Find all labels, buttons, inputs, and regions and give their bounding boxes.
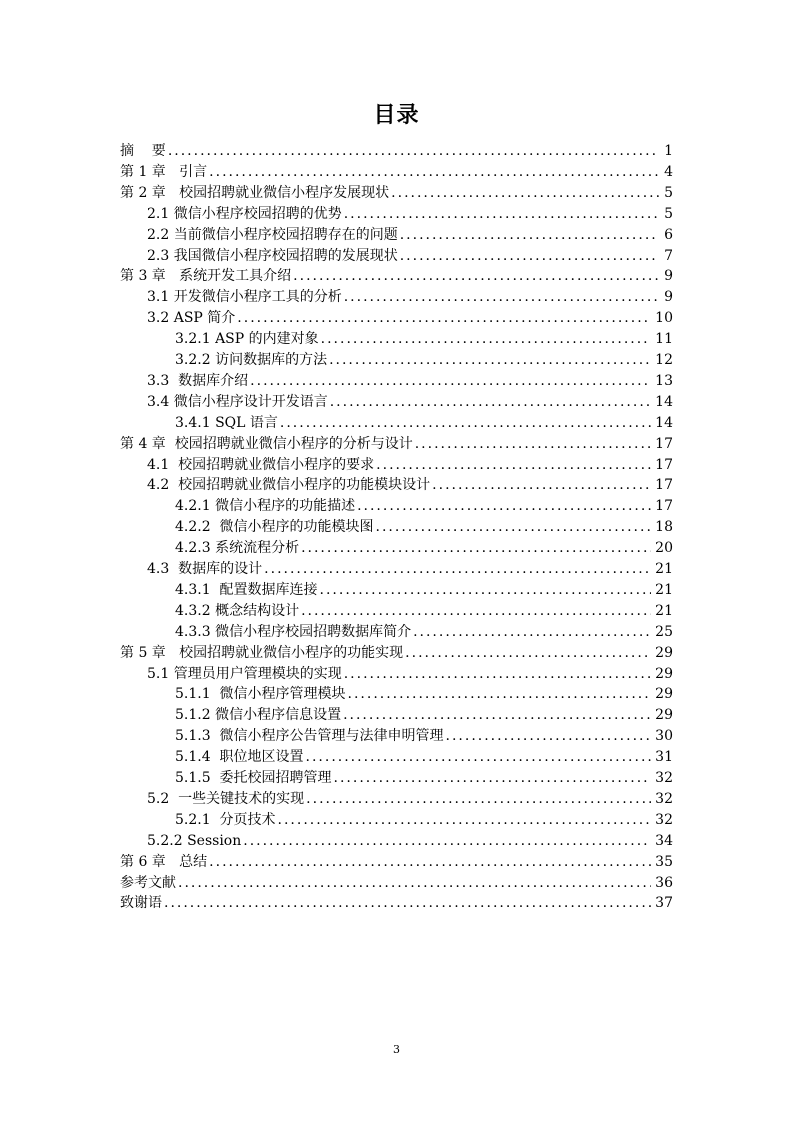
toc-entry[interactable] (147, 663, 673, 684)
toc-leader-dots (405, 643, 651, 663)
toc-entry[interactable] (120, 851, 673, 872)
toc-entry[interactable] (147, 203, 673, 224)
toc-entry-page: 30 (655, 728, 673, 745)
toc-entry[interactable] (147, 474, 673, 495)
toc-leader-dots (321, 329, 652, 349)
toc-entry-label: 4.2 校园招聘就业微信小程序的功能模块设计 (147, 477, 431, 494)
toc-entry[interactable] (175, 328, 673, 349)
toc-entry[interactable] (147, 830, 673, 851)
toc-leader-dots (413, 622, 651, 642)
toc-entry-label: 5.1 管理员用户管理模块的实现 (147, 665, 342, 682)
toc-title: 目录 (373, 103, 420, 128)
toc-leader-dots (301, 601, 651, 621)
toc-entry[interactable] (120, 182, 673, 203)
toc-leader-dots (209, 162, 659, 182)
toc-entry-label: 2.3 我国微信小程序校园招聘的发展现状 (147, 247, 398, 264)
toc-entry-page: 37 (655, 895, 673, 912)
toc-entry-label: 5.1.1 微信小程序管理模块 (175, 686, 346, 703)
toc-entry-page: 5 (664, 184, 673, 201)
toc-entry-label: 摘 要 (120, 143, 166, 159)
toc-entry-label: 第 2 章 校园招聘就业微信小程序发展现状 (120, 184, 390, 201)
toc-entry[interactable] (175, 704, 673, 725)
toc-leader-dots (334, 768, 652, 788)
toc-entry-page: 29 (655, 665, 673, 682)
toc-leader-dots (415, 434, 651, 454)
toc-entry-label: 3.1 开发微信小程序工具的分析 (147, 289, 342, 306)
toc-entry[interactable] (175, 621, 673, 642)
toc-leader-dots (432, 475, 651, 495)
toc-entry-page: 7 (664, 247, 673, 264)
toc-entry-label: 第 5 章 校园招聘就业微信小程序的功能实现 (120, 644, 404, 661)
toc-entry-label: 第 3 章 系统开发工具介绍 (120, 268, 292, 285)
toc-entry-label: 致谢语 (120, 895, 162, 912)
toc-entry-page: 12 (655, 352, 673, 368)
toc-entry-page: 1 (664, 143, 673, 159)
toc-entry-page: 21 (655, 581, 673, 598)
toc-entry[interactable] (175, 746, 673, 767)
toc-entry-page: 18 (655, 519, 673, 536)
toc-leader-dots (280, 413, 651, 433)
toc-entry[interactable] (147, 454, 673, 475)
toc-entry[interactable] (147, 286, 673, 307)
toc-entry-page: 36 (655, 874, 673, 891)
toc-entry-label: 4.2.3 系统流程分析 (175, 540, 300, 557)
toc-entry-label: 4.3.1 配置数据库连接 (175, 581, 318, 598)
toc-entry-label: 4.2.1 微信小程序的功能描述 (175, 498, 356, 515)
toc-entry-label: 3.2.1 ASP 的内建对象 (175, 331, 319, 348)
toc-entry-page: 35 (655, 853, 673, 870)
toc-entry-label: 4.2.2 微信小程序的功能模块图 (175, 519, 374, 536)
toc-leader-dots (400, 246, 659, 266)
toc-leader-dots (243, 831, 651, 851)
toc-entry-label: 4.3.3 微信小程序校园招聘数据库简介 (175, 623, 412, 640)
toc-entry-label: 第 6 章 总结 (120, 853, 208, 870)
toc-leader-dots (237, 308, 651, 328)
toc-leader-dots (264, 559, 651, 579)
toc-entry[interactable] (120, 872, 673, 893)
toc-entry-label: 第 1 章 引言 (120, 163, 208, 180)
toc-leader-dots (446, 726, 652, 746)
toc-entry[interactable] (175, 809, 673, 830)
toc-entry-label: 5.1.2 微信小程序信息设置 (175, 707, 342, 724)
toc-entry-page: 10 (655, 310, 673, 327)
toc-entry-label: 4.3 数据库的设计 (147, 561, 263, 577)
toc-entry[interactable] (120, 265, 673, 286)
toc-entry-page: 32 (655, 811, 673, 828)
toc-entry[interactable] (175, 516, 673, 537)
toc-entry-label: 2.2 当前微信小程序校园招聘存在的问题 (147, 226, 398, 243)
toc-entry-page: 29 (655, 686, 673, 703)
toc-entry[interactable] (120, 140, 673, 161)
toc-leader-dots (376, 517, 652, 537)
toc-entry-page: 20 (655, 540, 673, 557)
toc-leader-dots (344, 204, 659, 224)
toc-entry-page: 9 (664, 289, 673, 306)
toc-entry-label: 5.1.3 微信小程序公告管理与法律申明管理 (175, 728, 444, 745)
toc-entry-label: 5.1.5 委托校园招聘管理 (175, 770, 332, 786)
toc-entry[interactable] (120, 161, 673, 182)
toc-entry[interactable] (175, 495, 673, 516)
toc-entry-page: 25 (655, 623, 673, 640)
toc-entry-page: 21 (655, 602, 673, 619)
toc-entry[interactable] (175, 349, 673, 370)
toc-entry-page: 11 (655, 331, 673, 348)
toc-entry-label: 3.4 微信小程序设计开发语言 (147, 393, 328, 410)
toc-entry[interactable] (175, 579, 673, 600)
toc-leader-dots (164, 893, 651, 913)
toc-entry-label: 3.3 数据库介绍 (147, 372, 249, 389)
toc-leader-dots (306, 789, 651, 809)
toc-entry-page: 9 (664, 268, 673, 285)
toc-entry-page: 29 (655, 707, 673, 724)
toc-entry-label: 参考文献 (120, 874, 176, 891)
toc-entry-page: 32 (655, 790, 673, 807)
toc-entry-page: 17 (655, 456, 673, 473)
toc-entry-label: 第 4 章 校园招聘就业微信小程序的分析与设计 (120, 435, 413, 452)
toc-leader-dots (250, 371, 651, 391)
toc-entry-label: 2.1 微信小程序校园招聘的优势 (147, 205, 342, 222)
toc-entry-page: 29 (655, 644, 673, 661)
toc-leader-dots (376, 455, 651, 475)
toc-entry-page: 17 (655, 498, 673, 515)
toc-leader-dots (320, 580, 652, 600)
toc-entry-page: 14 (655, 393, 673, 410)
toc-entry-page: 17 (655, 477, 673, 494)
toc-entry-page: 21 (655, 561, 673, 577)
toc-entry[interactable] (175, 600, 673, 621)
toc-leader-dots (168, 141, 659, 161)
toc-entry-label: 5.2 一些关键技术的实现 (147, 790, 305, 807)
toc-leader-dots (293, 266, 659, 286)
toc-entry-page: 34 (655, 832, 673, 849)
toc-entry[interactable] (147, 788, 673, 809)
toc-entry-page: 31 (655, 749, 673, 766)
toc-entry[interactable] (147, 370, 673, 391)
toc-entry[interactable] (175, 767, 673, 788)
toc-entry[interactable] (175, 725, 673, 746)
toc-entry-page: 17 (655, 435, 673, 452)
toc-leader-dots (391, 183, 659, 203)
toc-entry-page: 14 (655, 414, 673, 431)
toc-leader-dots (330, 392, 651, 412)
toc-entry[interactable] (120, 642, 673, 663)
toc-entry[interactable] (175, 537, 673, 558)
toc-entry[interactable] (147, 307, 673, 328)
toc-entry[interactable] (120, 892, 673, 913)
toc-leader-dots (306, 747, 652, 767)
toc-entry-label: 3.4.1 SQL 语言 (175, 414, 278, 431)
toc-entry-page: 13 (655, 372, 673, 389)
toc-entry-label: 3.2.2 访问数据库的方法 (175, 352, 328, 368)
toc-entry-label: 5.1.4 职位地区设置 (175, 749, 304, 766)
toc-entry[interactable] (147, 224, 673, 245)
toc-leader-dots (278, 810, 652, 830)
toc-entry-label: 4.3.2 概念结构设计 (175, 602, 300, 619)
toc-entry[interactable] (120, 433, 673, 454)
toc-entry-page: 5 (664, 205, 673, 222)
toc-entry-label: 5.2.1 分页技术 (175, 811, 276, 828)
toc-leader-dots (329, 350, 651, 370)
toc-entry-page: 32 (655, 770, 673, 786)
toc-leader-dots (348, 684, 652, 704)
toc-entry[interactable] (175, 412, 673, 433)
toc-leader-dots (400, 225, 659, 245)
toc-entry-label: 4.1 校园招聘就业微信小程序的要求 (147, 456, 375, 473)
toc-leader-dots (209, 852, 651, 872)
toc-leader-dots (343, 705, 651, 725)
toc-leader-dots (301, 538, 651, 558)
toc-leader-dots (178, 873, 651, 893)
toc-entry[interactable] (175, 683, 673, 704)
toc-leader-dots (357, 496, 651, 516)
page-number: 3 (393, 1043, 400, 1056)
toc-entry[interactable] (147, 558, 673, 579)
toc-entry-label: 5.2.2 Session (147, 832, 242, 849)
toc-entry-label: 3.2 ASP 简介 (147, 310, 236, 327)
toc-entry-page: 4 (664, 163, 673, 180)
toc-entry[interactable] (147, 245, 673, 266)
toc-entry[interactable] (147, 391, 673, 412)
toc-leader-dots (344, 287, 659, 307)
toc-leader-dots (344, 664, 651, 684)
toc-entry-page: 6 (664, 226, 673, 243)
